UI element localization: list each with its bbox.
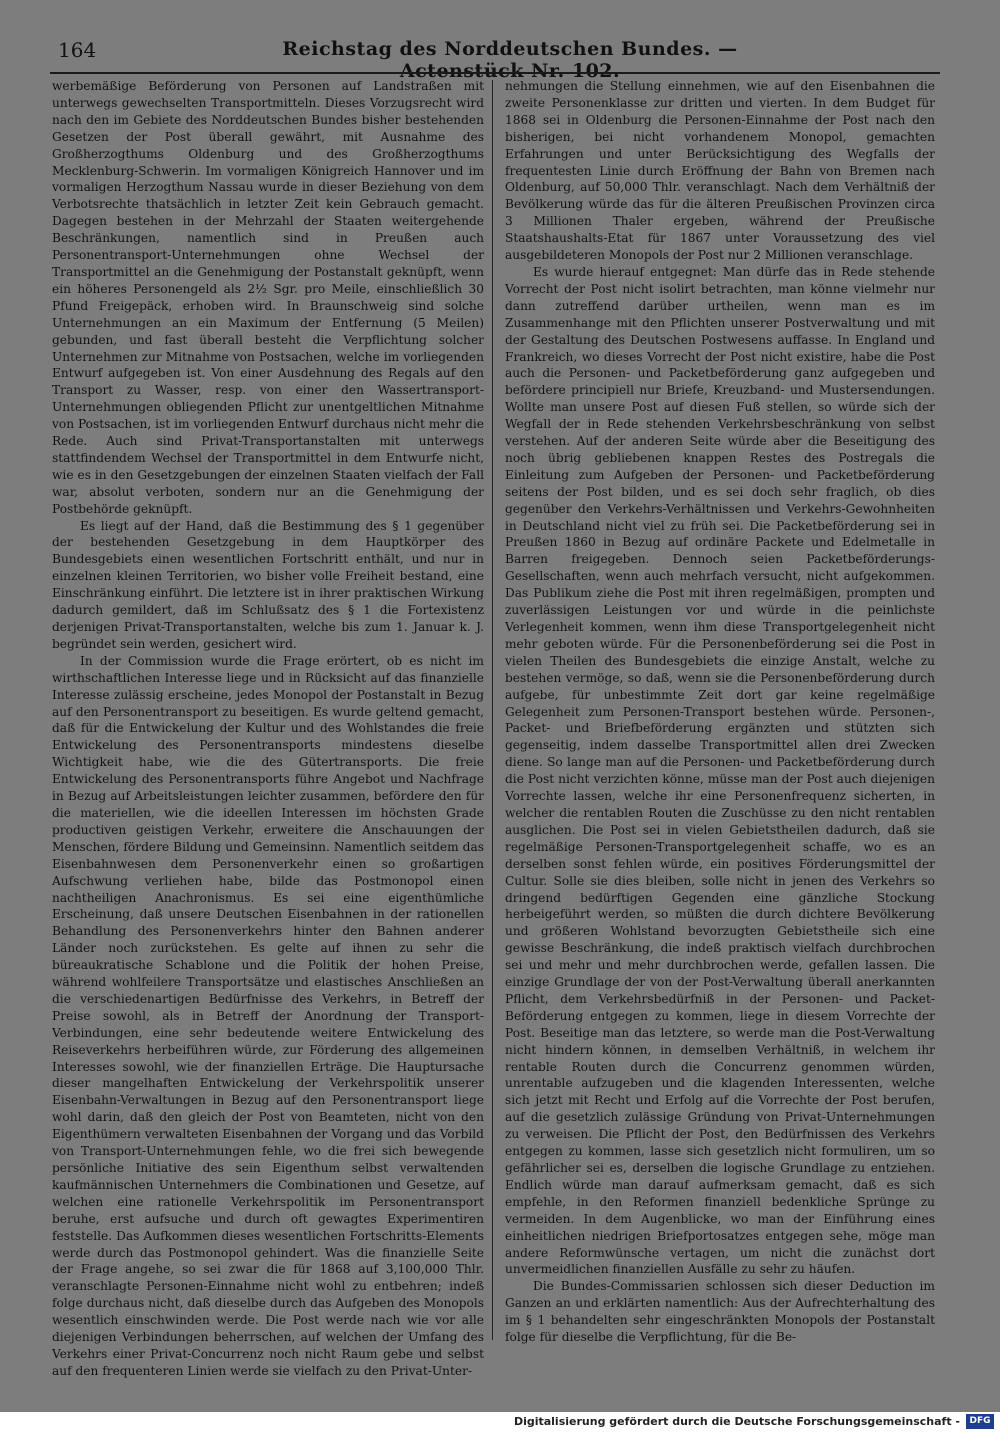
paragraph: Es liegt auf der Hand, daß die Bestimmung des § 1 gegenüber der bestehenden Gesetzgebung in dem Hauptkörper des Bundesgebiets einen wesentlichen Fortschritt enthält, und nur in einzelnen kleinen Territorien, wo bisher volle Freiheit bestand, eine Einschränkung einführt. Die letztere ist in ihrer praktischen Wirkung dadurch gemildert, daß im Schlußsatz des § 1 die Fortexistenz derjenigen Privat-Transportanstalten, welche bis zum 1. Januar k. J. begründet sein werden, gesichert wird. (52, 518, 484, 651)
paragraph: Die Bundes-Commissarien schlossen sich dieser Deduction im Ganzen an und erklärten namentlich: Aus der Aufrechterhaltung des im § 1 behandelten sehr eingeschränkten Monopols der Postanstalt folge für dieselbe die Verpflichtung, für die Be- (505, 1279, 935, 1345)
footer-bar (0, 1412, 1000, 1432)
digitization-credit: Digitalisierung gefördert durch die Deutsche Forschungsgemeinschaft - (513, 1415, 960, 1428)
page-header (50, 38, 950, 82)
left-column (52, 78, 484, 1380)
right-column (505, 78, 935, 1346)
running-title: Reichstag des Norddeutschen Bundes. — Actenstück Nr. 102. (282, 38, 738, 82)
paragraph: werbemäßige Beförderung von Personen auf Landstraßen mit unterwegs gewechselten Transportmitteln. Dieses Vorzugsrecht wird nach den im Gebiete des Norddeutschen Bundes bisher bestehenden Gesetzen der Post überall gewährt, mit Ausnahme des Großherzogthums Oldenburg und des Großherzogthums Mecklenburg-Schwerin. Im vormaligen Königreich Hannover und im vormaligen Herzogthum Nassau wurde in dieser Beziehung von dem Verbotsrechte thatsächlich in letzter Zeit kein Gebrauch gemacht. Dagegen bestehen in der Mehrzahl der Staaten weitergehende Beschränkungen, namentlich sind in Preußen auch Personentransport-Unternehmungen ohne Wechsel der Transportmittel an die Genehmigung der Postanstalt geknüpft, wenn ein höheres Personengeld als 2½ Sgr. pro Meile, einschließlich 30 Pfund Freigepäck, erhoben wird. In Braunschweig sind solche Unternehmungen an ein Maximum der Entfernung (5 Meilen) gebunden, und fast überall besteht die Verpflichtung solcher Unternehmen zur Mitnahme von Postsachen, welche im vorliegenden Entwurf aufgegeben ist. Von einer Ausdehnung des Regals auf den Transport zu Wasser, resp. von einer den Wassertransport-Unternehmungen obliegenden Pflicht zur unentgeltlichen Mitnahme von Postsachen, ist im vorliegenden Entwurf durchaus nicht mehr die Rede. Auch sind Privat-Transportanstalten mit unterwegs stattfindendem Wechsel der Transportmittel in dem Entwurfe nicht, wie es in den Gesetzgebungen der einzelnen Staaten vielfach der Fall war, absolut verboten, sondern nur an die Genehmigung der Postbehörde geknüpft. (52, 79, 485, 516)
paragraph: In der Commission wurde die Frage erörtert, ob es nicht im wirthschaftlichen Interesse liege und in Rücksicht auf das finanzielle Interesse zulässig erscheine, jedes Monopol der Postanstalt in Bezug auf den Personentransport zu beseitigen. Es wurde geltend gemacht, daß für die Entwickelung der Kultur und des Wohlstandes die freie Entwickelung des Personentransports mindestens dieselbe Wichtigkeit habe, wie die des Gütertransports. Die freie Entwickelung des Personentransports führe Angebot und Nachfrage in Bezug auf Arbeitsleistungen leichter zusammen, befördere den für die materiellen, wie die ideellen Interessen im höchsten Grade productiven geistigen Verkehr, erweitere die Anschauungen der Menschen, fördere Bildung und Gemeinsinn. Namentlich seitdem das Eisenbahnwesen dem Personenverkehr einen so großartigen Aufschwung verliehen habe, bilde das Postmonopol einen nachtheiligen Anachronismus. Es sei eine eigenthümliche Erscheinung, daß unsere Deutschen Eisenbahnen in der rationellen Behandlung des Personenverkehrs hinter den Bahnen anderer Länder noch zurückstehen. Es gelte auf ihnen zu sehr die büreaukratische Schablone und die Politik der hohen Preise, während wohlfeilere Transportsätze und elastisches Anschließen an die verschiedenartigen Bedürfnisse des Verkehrs, in Betreff der Preise sowohl, als in Betreff der Anordnung der Transport-Verbindungen, eine sehr bedeutende weitere Entwickelung des Reiseverkehrs herbeiführen würde, zur Förderung des allgemeinen Interesses sowohl, wie der finanziellen Erträge. Die Hauptursache dieser mangelhaften Entwickelung der Verkehrspolitik unserer Eisenbahn-Verwaltungen in Bezug auf den Personentransport liege wohl darin, daß den gleich der Post von Beamteten, nicht von den Eigenthümern verwalteten Eisenbahnen der Vorgang und das Vorbild von Transport-Unternehmungen fehle, wo die frei sich bewegende persönliche Initiative des sein Eigenthum selbst verwaltenden kaufmännischen Unternehmers die Combinationen und Gesetze, auf welchen eine rationelle Verkehrspolitik im Personentransport beruhe, erst aufsuche und durch oft gewagtes Experimentiren feststelle. Das Aufkommen dieses wesentlichen Fortschritts-Elements werde durch das Postmonopol gehindert. Was die finanzielle Seite der Frage angehe, so sei zwar die für 1868 auf 3,100,000 Thlr. veranschlagte Personen-Einnahme nicht wohl zu entbehren; indeß folge durchaus nicht, daß dieselbe durch das Aufgeben des Monopols wesentlich einschwinden werde. Die Post werde nach wie vor alle diejenigen Verbindungen beherrschen, auf welchen der Umfang des Verkehrs einer Privat-Concurrenz noch nicht Raum gebe und selbst auf den frequenteren Linien werde sie vielfach zu den Privat-Unter- (52, 653, 484, 1378)
dfg-logo-icon: DFG (966, 1414, 994, 1429)
header-rule (50, 72, 940, 74)
page-number: 164 (58, 38, 97, 62)
paragraph: nehmungen die Stellung einnehmen, wie auf den Eisenbahnen die zweite Personenklasse zur dritten und vierten. In dem Budget für 1868 sei in Oldenburg die Personen-Einnahme der Post nach den bisherigen, bei nicht vorhandenem Monopol, gemachten Erfahrungen und unter Berücksichtigung des Wegfalls der frequentesten Linie durch Eröffnung der Bahn von Bremen nach Oldenburg, auf 50,000 Thlr. veranschlagt. Nach dem Verhältniß der Bevölkerung würde das für die älteren Preußischen Provinzen circa 3 Millionen Thaler ergeben, während der Preußische Staatshaushalts-Etat für 1867 unter Voraussetzung des viel ausgebildeteren Monopols der Post nur 2 Millionen veranschlage. (505, 79, 935, 263)
column-divider (492, 80, 493, 1340)
paragraph: Es wurde hierauf entgegnet: Man dürfe das in Rede stehende Vorrecht der Post nicht isolirt betrachten, man könne vielmehr nur dann zutreffend darüber urtheilen, wenn man es im Zusammenhange mit den Pflichten unserer Postverwaltung und mit der Gestaltung des Deutschen Postwesens auffasse. In England und Frankreich, wo dieses Vorrecht der Post nicht existire, habe die Post auch die Personen- und Packetbeförderung ganz aufgegeben und befördere principiell nur Briefe, Kreuzband- und Mustersendungen. Wollte man unsere Post auf diesen Fuß stellen, so würde sich der Wegfall der in Rede stehenden Verkehrsbeschränkung von selbst verstehen. Auf der anderen Seite würde aber die Beseitigung des noch übrig gebliebenen knappen Restes des Postregals die Einleitung zum Aufgeben der Personen- und Packetbeförderung seitens der Post bilden, und es sei doch sehr fraglich, ob dies gegenüber den Verkehrs-Verhältnissen und Verkehrs-Gewohnheiten in Deutschland nicht viel zu früh sei. Die Packetbeförderung sei in Preußen 1860 in Bezug auf ordinäre Packete und Edelmetalle in Barren freigegeben. Dennoch seien Packetbeförderungs-Gesellschaften, wenn auch mehrfach versucht, nicht aufgekommen. Das Publikum ziehe die Post mit ihren regelmäßigen, prompten und zuverlässigen Leistungen vor und würde in die peinlichste Verlegenheit kommen, wenn ihm diese Transportgelegenheit nicht mehr geboten würde. Für die Personenbeförderung sei die Post in vielen Theilen des Bundesgebiets die einzige Anstalt, welche zu bestehen vermöge, so daß, wenn sie die Personenbeförderung durch aufgebe, für unbestimmte Zeit dort gar keine regelmäßige Gelegenheit zum Personen-Transport bestehen würde. Personen-, Packet- und Briefbeförderung ergänzten und stützten sich gegenseitig, indem dasselbe Transportmittel allen drei Zwecken diene. So lange man auf die Personen- und Packetbeförderung durch die Post nicht verzichten könne, müsse man der Post auch diejenigen Vorrechte lassen, welche ihr eine Personenfrequenz sicherten, in welcher die rentablen Routen die Zuschüsse zu den nicht rentablen ausglichen. Die Post sei in vielen Gebietstheilen dadurch, daß sie regelmäßige Personen-Transportgelegenheit schaffe, wo es an derselben sonst fehlen würde, ein positives Förderungsmittel der Cultur. Solle sie dies bleiben, solle nicht in jenen des Verkehrs so dringend bedürftigen Gegenden eine gänzliche Stockung herbeigeführt werden, so müßten die durch dichtere Bevölkerung und größeren Wohlstand bevorzugten Gebietstheile sich eine gewisse Beschränkung, die indeß praktisch vielfach durchbrochen sei und mehr und mehr durchbrochen werde, gefallen lassen. Die einzige Grundlage der von der Post-Verwaltung überall anerkannten Pflicht, dem Verkehrsbedürfniß in der Personen- und Packet-Beförderung entgegen zu kommen, liege in diesem Vorrechte der Post. Beseitige man das letztere, so werde man die Post-Verwaltung nicht hindern können, in demselben Verhältniß, in welchem ihr rentable Routen durch die Concurrenz genommen würden, unrentable aufzugeben und die klagenden Interessenten, welche sich jetzt mit Recht und Erfolg auf die Vorrechte der Post berufen, auf die gesetzlich zulässige Gründung von Privat-Unternehmungen zu verweisen. Die Pflicht der Post, den Bedürfnissen des Verkehrs entgegen zu kommen, lasse sich gesetzlich nicht formuliren, um so gefährlicher sei es, derselben die logische Grundlage zu entziehen. Endlich würde man darauf aufmerksam gemacht, daß es sich empfehle, in den Reformen finanziell bedenkliche Sprünge zu vermeiden. In dem Augenblicke, wo man der Einführung eines einheitlichen niedrigen Briefportosatzes entgegen sehe, möge man andere Reformwünsche vertagen, um nicht die zunächst dort unvermeidlichen finanziellen Ausfälle zu sehr zu häufen. (505, 264, 935, 1277)
